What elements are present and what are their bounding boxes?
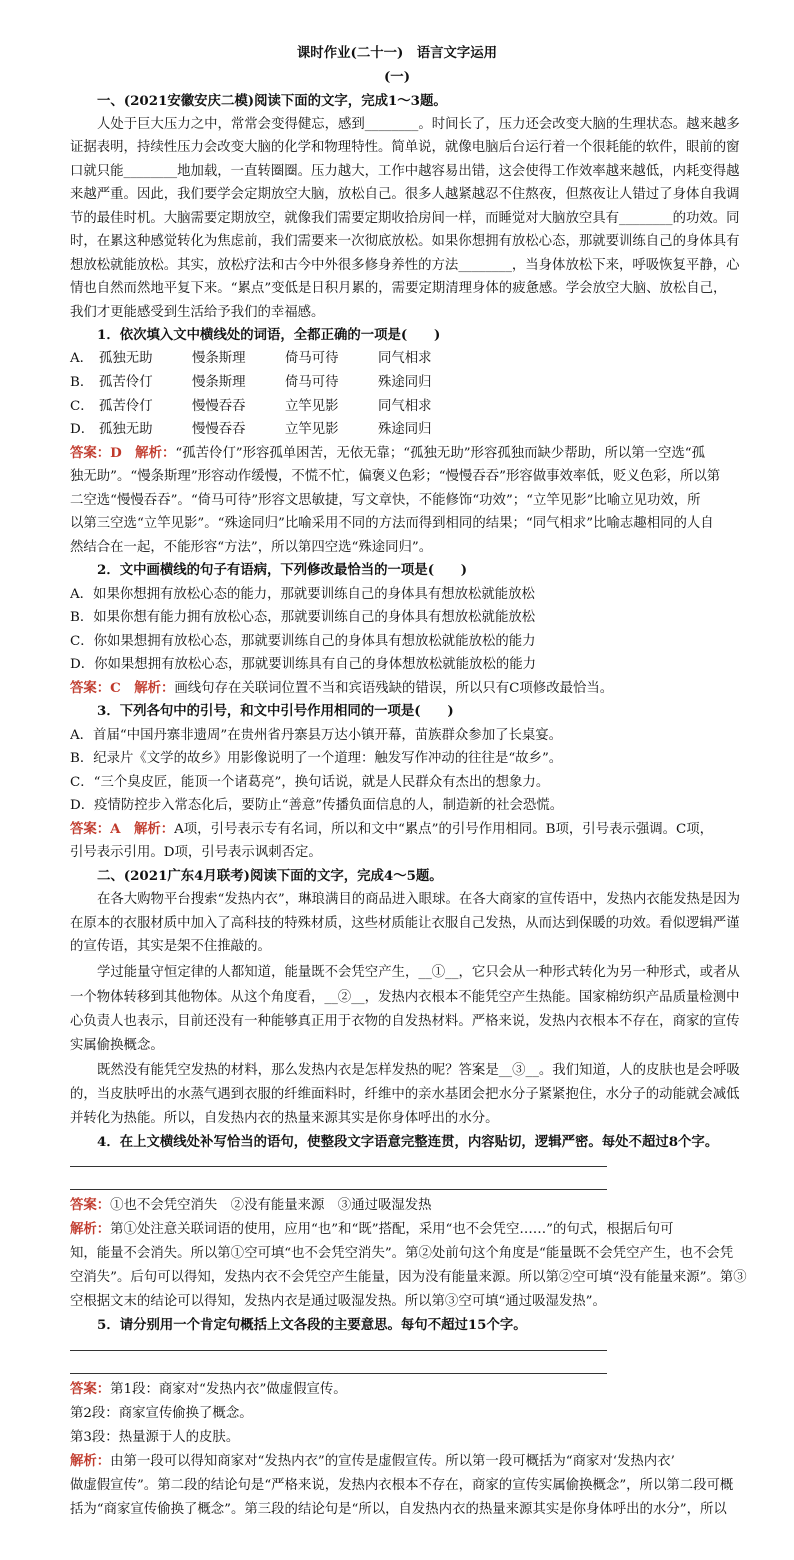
option-letter: D． (70, 422, 95, 437)
answer-text: ①也不会凭空消失 ②没有能量来源 ③通过吸湿发热 (110, 1198, 432, 1213)
analysis-line: 括为“商家宣传偷换了概念”。第三段的结论句是“所以，自发热内衣的热量来源其实是你身体呼出的水分”，所以 (70, 1502, 727, 1517)
passage-line: 口就只能________地加载，一直转圈圈。压力越大，工作中越容易出错，这会使得工作效率越来越低，内耗变得越 (70, 164, 740, 179)
q1-option-d (70, 418, 471, 441)
option-word: 殊途同归 (378, 375, 432, 390)
option-word: 倚马可待 (285, 351, 339, 366)
q1-answer (70, 442, 754, 465)
option-letter: C． (70, 399, 94, 414)
section1-heading: 一、(2021安徽安庆二模)阅读下面的文字，完成1～3题。 (97, 93, 447, 109)
passage-line: 的，当皮肤呼出的水蒸气遇到衣服的纤维面料时，纤维中的亲水基团会把水分子紧紧抱住，水分子的动能就会减低 (70, 1087, 740, 1102)
answer-line: 第3段：热量源于人的皮肤。 (70, 1430, 240, 1445)
option-word: 慢慢吞吞 (192, 399, 246, 414)
passage-line: 人处于巨大压力之中，常常会变得健忘，感到________。时间长了，压力还会改变大脑的生理状态。越来越多 (97, 117, 740, 132)
section2-heading: 二、(2021广东4月联考)阅读下面的文字，完成4～5题。 (97, 868, 443, 884)
question-3-stem: 3．下列各句中的引号，和文中引号作用相同的一项是( ) (97, 703, 454, 719)
option-word: 孤独无助 (99, 351, 153, 366)
answer-writing-line (70, 1350, 607, 1351)
q5-analysis (70, 1450, 754, 1473)
analysis-label: 解析： (70, 1221, 111, 1237)
analysis-line: 然结合在一起，不能形容“方法”，所以第四空选“殊途同归”。 (70, 540, 433, 555)
option-word: 孤独无助 (99, 422, 153, 437)
option-word: 殊途同归 (378, 422, 432, 437)
option-word: 慢条斯理 (192, 375, 246, 390)
passage-line: 既然没有能凭空发热的材料，那么发热内衣是怎样发热的呢？答案是__③__。我们知道，人的皮肤也是会呼吸 (97, 1063, 740, 1078)
analysis-line: 空根据文末的结论可以得知，发热内衣是通过吸湿发热。所以第③空可填“通过吸湿发热”。 (70, 1294, 606, 1309)
answer-writing-line (70, 1373, 607, 1374)
option-word: 立竿见影 (285, 399, 339, 414)
q1-option-c (70, 395, 471, 418)
analysis-text: “孤苦伶仃”形容孤单困苦，无依无靠；“孤独无助”形容孤独而缺少帮助，所以第一空选“孤 (175, 446, 706, 461)
q4-analysis (70, 1218, 754, 1241)
analysis-text: A项，引号表示专有名词，所以和文中“累点”的引号作用相同。B项，引号表示强调。C项， (174, 822, 714, 837)
answer-label: 答案： (70, 1381, 111, 1397)
passage-line: 实属偷换概念。 (70, 1038, 164, 1053)
answer-text: 第1段：商家对“发热内衣”做虚假宣传。 (110, 1382, 347, 1397)
analysis-text: 画线句存在关联词位置不当和宾语残缺的错误，所以只有C项修改最恰当。 (174, 681, 614, 696)
answer-writing-line (70, 1166, 607, 1167)
answer-label: 答案：D 解析： (70, 445, 176, 461)
passage-line: 情也自然而然地平复下来。“累点”变低是日积月累的，需要定期清理身体的疲惫感。学会放空大脑、放松自己， (70, 281, 727, 296)
analysis-label: 解析： (70, 1453, 111, 1469)
passage-line: 在各大购物平台搜索“发热内衣”，琳琅满目的商品进入眼球。在各大商家的宣传语中，发热内衣能发热是因为 (97, 892, 741, 907)
analysis-line: 空消失”。后句可以得知，发热内衣不会凭空产生能量，因为没有能量来源。所以第②空可填“没有能量来源”。第③ (70, 1270, 747, 1285)
option-word: 倚马可待 (285, 375, 339, 390)
passage-line: 证据表明，持续性压力会改变大脑的化学和物理特性。简单说，就像电脑后台运行着一个很耗能的软件，眼前的窗 (70, 140, 740, 155)
option-letter: B． (70, 375, 94, 390)
passage-line: 时，在累这种感觉转化为焦虑前，我们需要来一次彻底放松。如果你想拥有放松心态，那就要训练自己的身体具有 (70, 234, 740, 249)
q3-option: B．纪录片《文学的故乡》用影像说明了一个道理：触发写作冲动的往往是“故乡”。 (70, 751, 563, 766)
analysis-line: 引号表示引用。D项，引号表示讽刺否定。 (70, 845, 322, 860)
q3-answer (70, 818, 754, 841)
page-subtitle: (一) (383, 69, 411, 85)
passage-line: 在原本的衣服材质中加入了高科技的特殊材质，这些材质能让衣服自己发热，从而达到保暖的功效。看似逻辑严谨 (70, 916, 740, 931)
question-5-stem: 5．请分别用一个肯定句概括上文各段的主要意思。每句不超过15个字。 (97, 1317, 527, 1333)
option-word: 孤苦伶仃 (99, 399, 153, 414)
q1-option-a (70, 347, 471, 370)
analysis-line: 二空选“慢慢吞吞”。“倚马可待”形容文思敏捷，写文章快，不能修饰“功效”；“立竿见影”比喻立见功效，所 (70, 493, 701, 508)
option-word: 立竿见影 (285, 422, 339, 437)
q3-option: A．首届“中国丹寨非遗周”在贵州省丹寨县万达小镇开幕，苗族群众参加了长桌宴。 (70, 728, 563, 743)
question-1-stem: 1．依次填入文中横线处的词语，全都正确的一项是( ) (97, 327, 441, 343)
q2-answer (70, 677, 754, 700)
option-word: 慢慢吞吞 (192, 422, 246, 437)
q2-option: D．你如果想拥有放松心态，那就要训练具有自己的身体想放松就能放松的能力 (70, 657, 537, 672)
passage-line: 的宣传语，其实是架不住推敲的。 (70, 939, 271, 954)
passage-line: 来越严重。因此，我们要学会定期放空大脑，放松自己。很多人越紧越忍不住熬夜，但熬夜让人错过了身体自我调 (70, 187, 740, 202)
answer-label: 答案： (70, 1197, 111, 1213)
passage-line: 并转化为热能。所以，自发热内衣的热量来源其实是你身体呼出的水分。 (70, 1111, 499, 1126)
page-title: 课时作业(二十一) 语言文字运用 (296, 45, 498, 61)
q2-option: A．如果你想拥有放松心态的能力，那就要训练自己的身体具有想放松就能放松 (70, 587, 535, 602)
analysis-line: 独无助”。“慢条斯理”形容动作缓慢，不慌不忙，偏褒义色彩；“慢慢吞吞”形容做事效率低，贬义色彩，所以第 (70, 469, 721, 484)
option-word: 孤苦伶仃 (99, 375, 153, 390)
analysis-line: 做虚假宣传”。第二段的结论句是“严格来说，发热内衣根本不存在，商家的宣传实属偷换概念”，所以第二段可概 (70, 1478, 734, 1493)
q3-option: C．“三个臭皮匠，能顶一个诸葛亮”，换句话说，就是人民群众有杰出的想象力。 (70, 775, 550, 790)
answer-line: 第2段：商家宣传偷换了概念。 (70, 1406, 253, 1421)
option-word: 慢条斯理 (192, 351, 246, 366)
q3-option: D．疫情防控步入常态化后，要防止“善意”传播负面信息的人，制造新的社会恐慌。 (70, 798, 564, 813)
question-2-stem: 2．文中画横线的句子有语病，下列修改最恰当的一项是( ) (97, 562, 468, 578)
q2-option: B．如果你想有能力拥有放松心态，那就要训练自己的身体具有想放松就能放松 (70, 610, 536, 625)
q2-option: C．你如果想拥有放松心态，那就要训练自己的身体具有想放松就能放松的能力 (70, 634, 536, 649)
option-word: 同气相求 (378, 351, 432, 366)
passage-line: 节的最佳时机。大脑需要定期放空，就像我们需要定期收拾房间一样，而睡觉对大脑放空具有________的功效。同 (70, 211, 740, 226)
passage-line: 学过能量守恒定律的人都知道，能量既不会凭空产生，__①__，它只会从一种形式转化为另一种形式，或者从 (97, 965, 740, 980)
q4-answer (70, 1194, 754, 1217)
answer-writing-line (70, 1189, 607, 1190)
answer-label: 答案：A 解析： (70, 821, 175, 837)
q1-option-b (70, 371, 471, 394)
question-4-stem: 4．在上文横线处补写恰当的语句，使整段文字语意完整连贯，内容贴切，逻辑严密。每处不超过8个字。 (97, 1134, 719, 1150)
passage-line: 我们才更能感受到生活给予我们的幸福感。 (70, 305, 325, 320)
analysis-text: 由第一段可以得知商家对“发热内衣”的宣传是虚假宣传。所以第一段可概括为“商家对‘发热内衣’ (110, 1454, 675, 1469)
analysis-text: 第①处注意关联词语的使用，应用“也”和“既”搭配，采用“也不会凭空……”的句式，根据后句可 (110, 1222, 674, 1237)
q5-answer (70, 1378, 754, 1401)
analysis-line: 知，能量不会消失。所以第①空可填“也不会凭空消失”。第②处前句这个角度是“能量既不会凭空产生，也不会凭 (70, 1246, 734, 1261)
passage-line: 想放松就能放松。其实，放松疗法和古今中外很多修身养性的方法________，当身体放松下来，呼吸恢复平静，心 (70, 258, 740, 273)
analysis-line: 以第三空选“立竿见影”。“殊途同归”比喻采用不同的方法而得到相同的结果；“同气相求”比喻志趣相同的人自 (70, 516, 714, 531)
option-letter: A． (70, 351, 94, 366)
passage-line: 一个物体转移到其他物体。从这个角度看，__②__，发热内衣根本不能凭空产生热能。国家棉纺织产品质量检测中 (70, 990, 740, 1005)
passage-line: 心负责人也表示，目前还没有一种能够真正用于衣物的自发热材料。严格来说，发热内衣根本不存在，商家的宣传 (70, 1014, 740, 1029)
option-word: 同气相求 (378, 399, 432, 414)
answer-label: 答案：C 解析： (70, 680, 175, 696)
